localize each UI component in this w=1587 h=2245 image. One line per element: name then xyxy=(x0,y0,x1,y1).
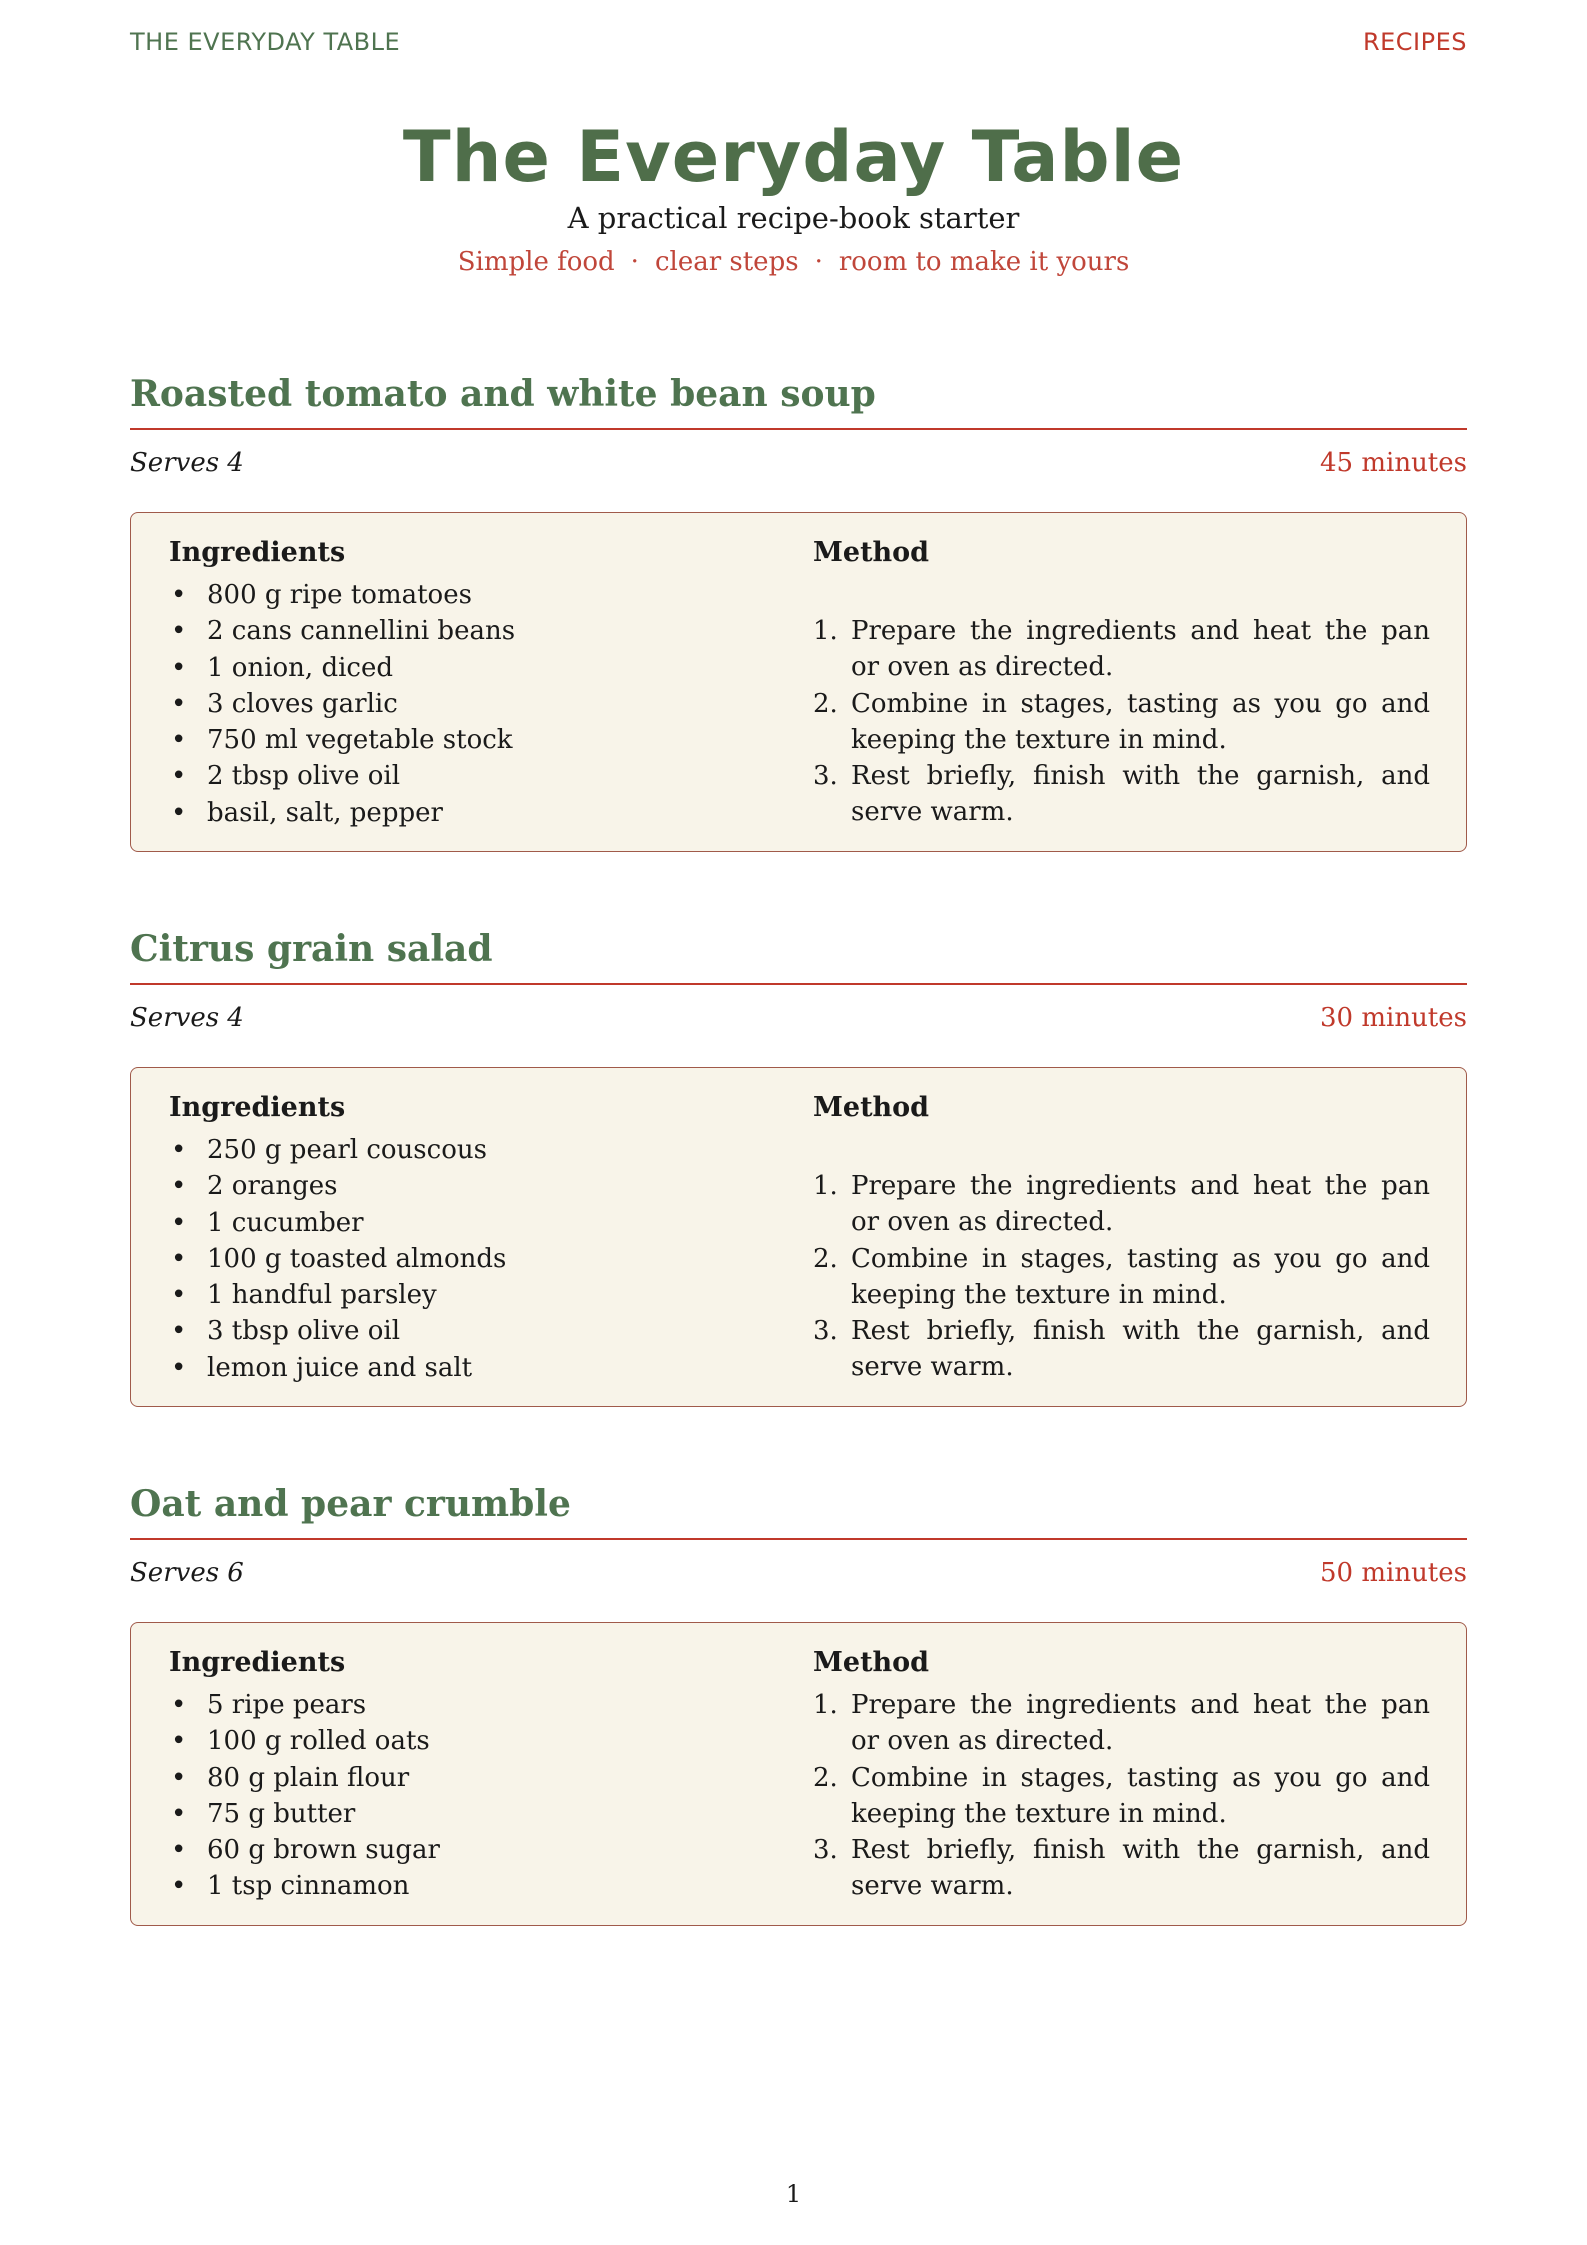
running-header-left: THE EVERYDAY TABLE xyxy=(130,28,401,56)
ingredient-item: • 800 g ripe tomatoes xyxy=(169,577,769,613)
ingredient-item: • 100 g rolled oats xyxy=(169,1723,769,1759)
ingredients-heading: Ingredients xyxy=(169,1092,346,1123)
step-number: 2. xyxy=(813,688,838,719)
ingredients-list xyxy=(169,1687,769,1905)
running-header xyxy=(130,28,1467,58)
ingredient-item: • 2 oranges xyxy=(169,1168,769,1204)
ingredients-list xyxy=(169,577,769,831)
step-text: Rest briefly, finish with the garnish, and serve warm. xyxy=(851,1835,1430,1902)
ingredients-column xyxy=(169,535,769,831)
method-step xyxy=(813,1832,1430,1905)
ingredient-item: • 5 ripe pears xyxy=(169,1687,769,1723)
method-step xyxy=(813,613,1430,686)
tagline-item: Simple food xyxy=(457,247,615,277)
recipe-section xyxy=(130,1480,1467,1926)
ingredients-column xyxy=(169,1090,769,1386)
recipe-meta xyxy=(130,448,1467,488)
method-step xyxy=(813,1168,1430,1241)
method-step xyxy=(813,1313,1430,1386)
recipe-card xyxy=(130,512,1467,852)
step-text: Rest briefly, finish with the garnish, and serve warm. xyxy=(851,1316,1430,1383)
step-text: Prepare the ingredients and heat the pan or oven as directed. xyxy=(851,1171,1430,1238)
ingredient-item: • 250 g pearl couscous xyxy=(169,1132,769,1168)
method-step xyxy=(813,1241,1430,1314)
method-column xyxy=(813,1090,1430,1386)
recipe-card xyxy=(130,1067,1467,1407)
tagline-item: room to make it yours xyxy=(838,247,1130,277)
title-rule xyxy=(130,983,1467,985)
ingredient-item: • 1 onion, diced xyxy=(169,650,769,686)
ingredient-item: • 2 tbsp olive oil xyxy=(169,758,769,794)
step-text: Rest briefly, finish with the garnish, and serve warm. xyxy=(851,761,1430,828)
step-number: 1. xyxy=(813,1171,838,1201)
method-list xyxy=(813,1687,1430,1905)
step-number: 3. xyxy=(813,1316,838,1347)
step-text: Combine in stages, tasting as you go and keeping the texture in mind. xyxy=(851,1243,1430,1310)
step-number: 1. xyxy=(813,1690,838,1720)
ingredient-item: • 3 cloves garlic xyxy=(169,686,769,722)
step-text: Combine in stages, tasting as you go and keeping the texture in mind. xyxy=(851,688,1430,755)
recipe-title: Oat and pear crumble xyxy=(130,1483,571,1525)
tagline-separator: · xyxy=(814,247,823,277)
ingredient-item: • 80 g plain flour xyxy=(169,1760,769,1796)
method-list xyxy=(813,613,1430,831)
book-subtitle: A practical recipe-book starter xyxy=(567,201,1020,235)
ingredients-heading: Ingredients xyxy=(169,1647,346,1678)
method-step xyxy=(813,686,1430,759)
method-step xyxy=(813,1687,1430,1760)
ingredients-list xyxy=(169,1132,769,1386)
book-tagline xyxy=(0,242,1587,282)
method-step xyxy=(813,1760,1430,1833)
method-step xyxy=(813,758,1430,831)
serves-label: Serves 4 xyxy=(130,1003,244,1033)
time-label: 50 minutes xyxy=(1320,1558,1467,1588)
ingredient-item: • basil, salt, pepper xyxy=(169,795,769,831)
step-number: 2. xyxy=(813,1243,838,1274)
title-block xyxy=(0,112,1587,282)
recipe-section xyxy=(130,370,1467,852)
ingredients-heading: Ingredients xyxy=(169,537,346,568)
method-column xyxy=(813,535,1430,831)
step-number: 3. xyxy=(813,1835,838,1866)
running-header-right: RECIPES xyxy=(1362,28,1467,56)
serves-label: Serves 6 xyxy=(130,1558,244,1588)
ingredient-item: • lemon juice and salt xyxy=(169,1350,769,1386)
method-list xyxy=(813,1168,1430,1386)
step-text: Combine in stages, tasting as you go and keeping the texture in mind. xyxy=(851,1762,1430,1829)
title-rule xyxy=(130,428,1467,430)
tagline-item: clear steps xyxy=(654,247,799,277)
page-number: 1 xyxy=(785,2180,802,2208)
ingredient-item: • 1 cucumber xyxy=(169,1205,769,1241)
ingredient-item: • 60 g brown sugar xyxy=(169,1832,769,1868)
ingredients-column xyxy=(169,1645,769,1905)
ingredient-item: • 75 g butter xyxy=(169,1796,769,1832)
step-text: Prepare the ingredients and heat the pan or oven as directed. xyxy=(851,616,1430,683)
ingredient-item: • 100 g toasted almonds xyxy=(169,1241,769,1277)
recipe-title: Roasted tomato and white bean soup xyxy=(130,373,876,415)
ingredient-item: • 750 ml vegetable stock xyxy=(169,722,769,758)
tagline-separator: · xyxy=(630,247,639,277)
time-label: 30 minutes xyxy=(1320,1003,1467,1033)
serves-label: Serves 4 xyxy=(130,448,244,478)
recipe-meta xyxy=(130,1558,1467,1598)
time-label: 45 minutes xyxy=(1320,448,1467,478)
step-number: 1. xyxy=(813,616,838,646)
ingredient-item: • 1 tsp cinnamon xyxy=(169,1868,769,1904)
recipe-title: Citrus grain salad xyxy=(130,928,493,970)
title-rule xyxy=(130,1538,1467,1540)
ingredient-item: • 2 cans cannellini beans xyxy=(169,613,769,649)
recipe-meta xyxy=(130,1003,1467,1043)
step-number: 3. xyxy=(813,761,838,792)
ingredient-item: • 3 tbsp olive oil xyxy=(169,1313,769,1349)
method-column xyxy=(813,1645,1430,1905)
method-heading: Method xyxy=(813,537,930,568)
step-text: Prepare the ingredients and heat the pan or oven as directed. xyxy=(851,1690,1430,1757)
method-heading: Method xyxy=(813,1092,930,1123)
recipe-card xyxy=(130,1622,1467,1926)
book-title: The Everyday Table xyxy=(402,116,1185,198)
ingredient-item: • 1 handful parsley xyxy=(169,1277,769,1313)
step-number: 2. xyxy=(813,1762,838,1793)
method-heading: Method xyxy=(813,1647,930,1678)
recipe-section xyxy=(130,925,1467,1407)
